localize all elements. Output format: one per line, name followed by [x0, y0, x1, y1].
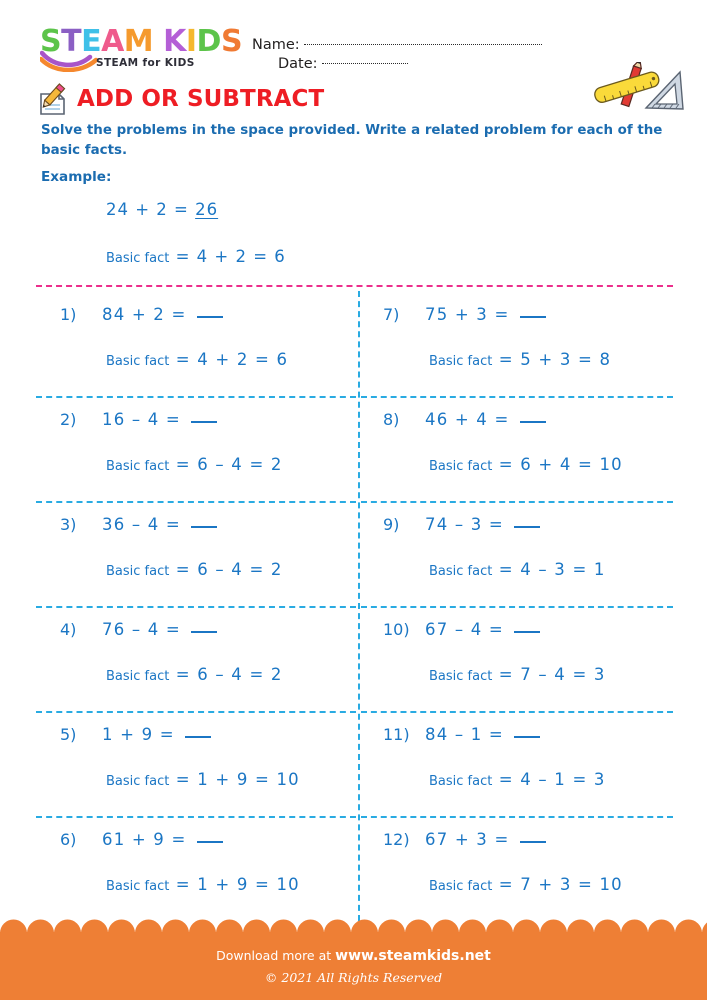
name-blank-line[interactable] — [304, 43, 542, 45]
answer-blank[interactable] — [191, 620, 217, 633]
problem-number: 11) — [383, 725, 410, 744]
answer-blank[interactable] — [185, 725, 211, 738]
basic-fact-line — [429, 875, 623, 894]
problem-grid — [36, 291, 673, 921]
answer-blank[interactable] — [514, 515, 540, 528]
problem-expression — [102, 620, 217, 639]
basic-fact-equation: = 1 + 9 = 10 — [169, 875, 300, 894]
answer-blank[interactable] — [520, 830, 546, 843]
page-title: ADD OR SUBTRACT — [77, 86, 325, 112]
footer-url[interactable]: www.steamkids.net — [335, 948, 491, 964]
date-field[interactable] — [278, 56, 408, 72]
problem-number: 1) — [60, 305, 77, 324]
problem-expression — [425, 620, 540, 639]
answer-blank[interactable] — [514, 725, 540, 738]
logo-letter-9: S — [220, 24, 243, 59]
answer-blank[interactable] — [197, 305, 223, 318]
basic-fact-equation: = 6 – 4 = 2 — [169, 560, 283, 579]
problem-cell — [363, 711, 681, 816]
problem-number: 4) — [60, 620, 77, 639]
problem-cell — [363, 606, 681, 711]
logo-letter-5 — [153, 27, 163, 57]
problem-expression-text: 76 – 4 = — [102, 620, 188, 639]
basic-fact-equation: = 5 + 3 = 8 — [492, 350, 612, 369]
problem-expression-text: 84 + 2 = — [102, 305, 193, 324]
date-blank-line[interactable] — [322, 62, 408, 64]
basic-fact-equation: = 7 + 3 = 10 — [492, 875, 623, 894]
date-label: Date: — [278, 56, 318, 72]
problem-expression-text: 16 – 4 = — [102, 410, 188, 429]
basic-fact-label: Basic fact — [429, 879, 493, 894]
example-equation-left: 24 + 2 = — [106, 200, 196, 219]
answer-blank[interactable] — [514, 620, 540, 633]
basic-fact-label: Basic fact — [106, 354, 170, 369]
example-basic-fact-equation: = 4 + 2 = 6 — [169, 247, 286, 266]
problem-expression-text: 75 + 3 = — [425, 305, 516, 324]
problem-number: 2) — [60, 410, 77, 429]
name-label: Name: — [252, 37, 300, 53]
page-header — [0, 0, 707, 78]
problem-cell — [363, 816, 681, 921]
basic-fact-equation: = 7 – 4 = 3 — [492, 665, 606, 684]
basic-fact-label: Basic fact — [429, 459, 493, 474]
problem-number: 5) — [60, 725, 77, 744]
basic-fact-label: Basic fact — [429, 774, 493, 789]
problem-number: 7) — [383, 305, 400, 324]
logo-letter-0: S — [40, 24, 62, 59]
problem-expression — [425, 725, 540, 744]
problem-expression-text: 36 – 4 = — [102, 515, 188, 534]
basic-fact-line — [429, 455, 623, 474]
problem-expression — [102, 410, 217, 429]
problem-number: 12) — [383, 830, 410, 849]
footer-download-line — [0, 948, 707, 964]
problem-expression — [425, 305, 546, 324]
problem-expression-text: 84 – 1 = — [425, 725, 511, 744]
problem-expression-text: 74 – 3 = — [425, 515, 511, 534]
basic-fact-label: Basic fact — [429, 669, 493, 684]
basic-fact-label: Basic fact — [106, 459, 170, 474]
problem-expression-text: 67 – 4 = — [425, 620, 511, 639]
basic-fact-line — [429, 560, 606, 579]
problem-expression-text: 1 + 9 = — [102, 725, 182, 744]
problem-expression — [425, 515, 540, 534]
basic-fact-equation: = 4 + 2 = 6 — [169, 350, 289, 369]
footer-copyright: © 2021 All Rights Reserved — [264, 970, 443, 985]
page-footer — [0, 932, 707, 1000]
scallop-edge — [0, 919, 707, 935]
problem-cell — [363, 501, 681, 606]
basic-fact-label: Basic fact — [429, 354, 493, 369]
problem-cell — [363, 291, 681, 396]
basic-fact-equation: = 6 – 4 = 2 — [169, 455, 283, 474]
problem-expression — [425, 410, 546, 429]
logo-letter-8: D — [196, 24, 221, 59]
problem-number: 10) — [383, 620, 410, 639]
logo-letter-6: K — [163, 24, 186, 59]
ruler-pencil-triangle-icon — [584, 62, 688, 118]
problem-expression — [102, 305, 223, 324]
problem-number: 9) — [383, 515, 400, 534]
basic-fact-line — [106, 455, 283, 474]
example-basic-fact-label: Basic fact — [106, 251, 170, 266]
basic-fact-label: Basic fact — [106, 564, 170, 579]
example-basic-fact — [106, 247, 286, 266]
problem-cell — [36, 291, 354, 396]
problem-number: 8) — [383, 410, 400, 429]
problem-expression — [102, 725, 211, 744]
example-divider — [36, 285, 673, 287]
logo-letter-7: I — [185, 24, 197, 59]
problem-cell — [36, 606, 354, 711]
instructions-text: Solve the problems in the space provided. Write a related problem for each of the basic facts. — [41, 123, 663, 158]
basic-fact-line — [429, 665, 606, 684]
basic-fact-line — [429, 350, 611, 369]
problem-cell — [36, 711, 354, 816]
answer-blank[interactable] — [520, 410, 546, 423]
problem-expression — [425, 830, 546, 849]
logo-letter-1: T — [61, 24, 82, 59]
basic-fact-line — [106, 875, 300, 894]
problem-expression-text: 67 + 3 = — [425, 830, 516, 849]
example-answer: 26 — [195, 200, 219, 219]
basic-fact-equation: = 6 + 4 = 10 — [492, 455, 623, 474]
answer-blank[interactable] — [191, 410, 217, 423]
basic-fact-label: Basic fact — [429, 564, 493, 579]
basic-fact-label: Basic fact — [106, 669, 170, 684]
problem-cell — [36, 396, 354, 501]
problem-expression-text: 46 + 4 = — [425, 410, 516, 429]
basic-fact-equation: = 4 – 1 = 3 — [492, 770, 606, 789]
column-divider — [358, 291, 360, 921]
logo-letter-2: E — [81, 24, 102, 59]
basic-fact-equation: = 1 + 9 = 10 — [169, 770, 300, 789]
basic-fact-line — [106, 560, 283, 579]
answer-blank[interactable] — [191, 515, 217, 528]
problem-number: 6) — [60, 830, 77, 849]
basic-fact-equation: = 4 – 3 = 1 — [492, 560, 606, 579]
problem-number: 3) — [60, 515, 77, 534]
basic-fact-line — [106, 350, 288, 369]
logo-tagline: STEAM for KIDS — [96, 57, 195, 69]
basic-fact-line — [106, 665, 283, 684]
basic-fact-equation: = 6 – 4 = 2 — [169, 665, 283, 684]
answer-blank[interactable] — [197, 830, 223, 843]
footer-download-text: Download more at — [216, 948, 336, 963]
logo-letter-3: A — [101, 24, 124, 59]
problem-cell — [363, 396, 681, 501]
problem-cell — [36, 816, 354, 921]
steam-kids-logo — [40, 24, 243, 75]
problem-expression-text: 61 + 9 = — [102, 830, 193, 849]
basic-fact-label: Basic fact — [106, 774, 170, 789]
logo-letter-4: M — [123, 24, 154, 59]
example-equation — [106, 200, 218, 219]
basic-fact-line — [106, 770, 300, 789]
problem-expression — [102, 515, 217, 534]
basic-fact-line — [429, 770, 606, 789]
answer-blank[interactable] — [520, 305, 546, 318]
example-label: Example: — [41, 169, 112, 185]
problem-cell — [36, 501, 354, 606]
name-date-row — [252, 34, 682, 72]
problem-expression — [102, 830, 223, 849]
name-field[interactable] — [252, 37, 542, 53]
basic-fact-label: Basic fact — [106, 879, 170, 894]
pencil-paper-icon — [34, 83, 70, 119]
